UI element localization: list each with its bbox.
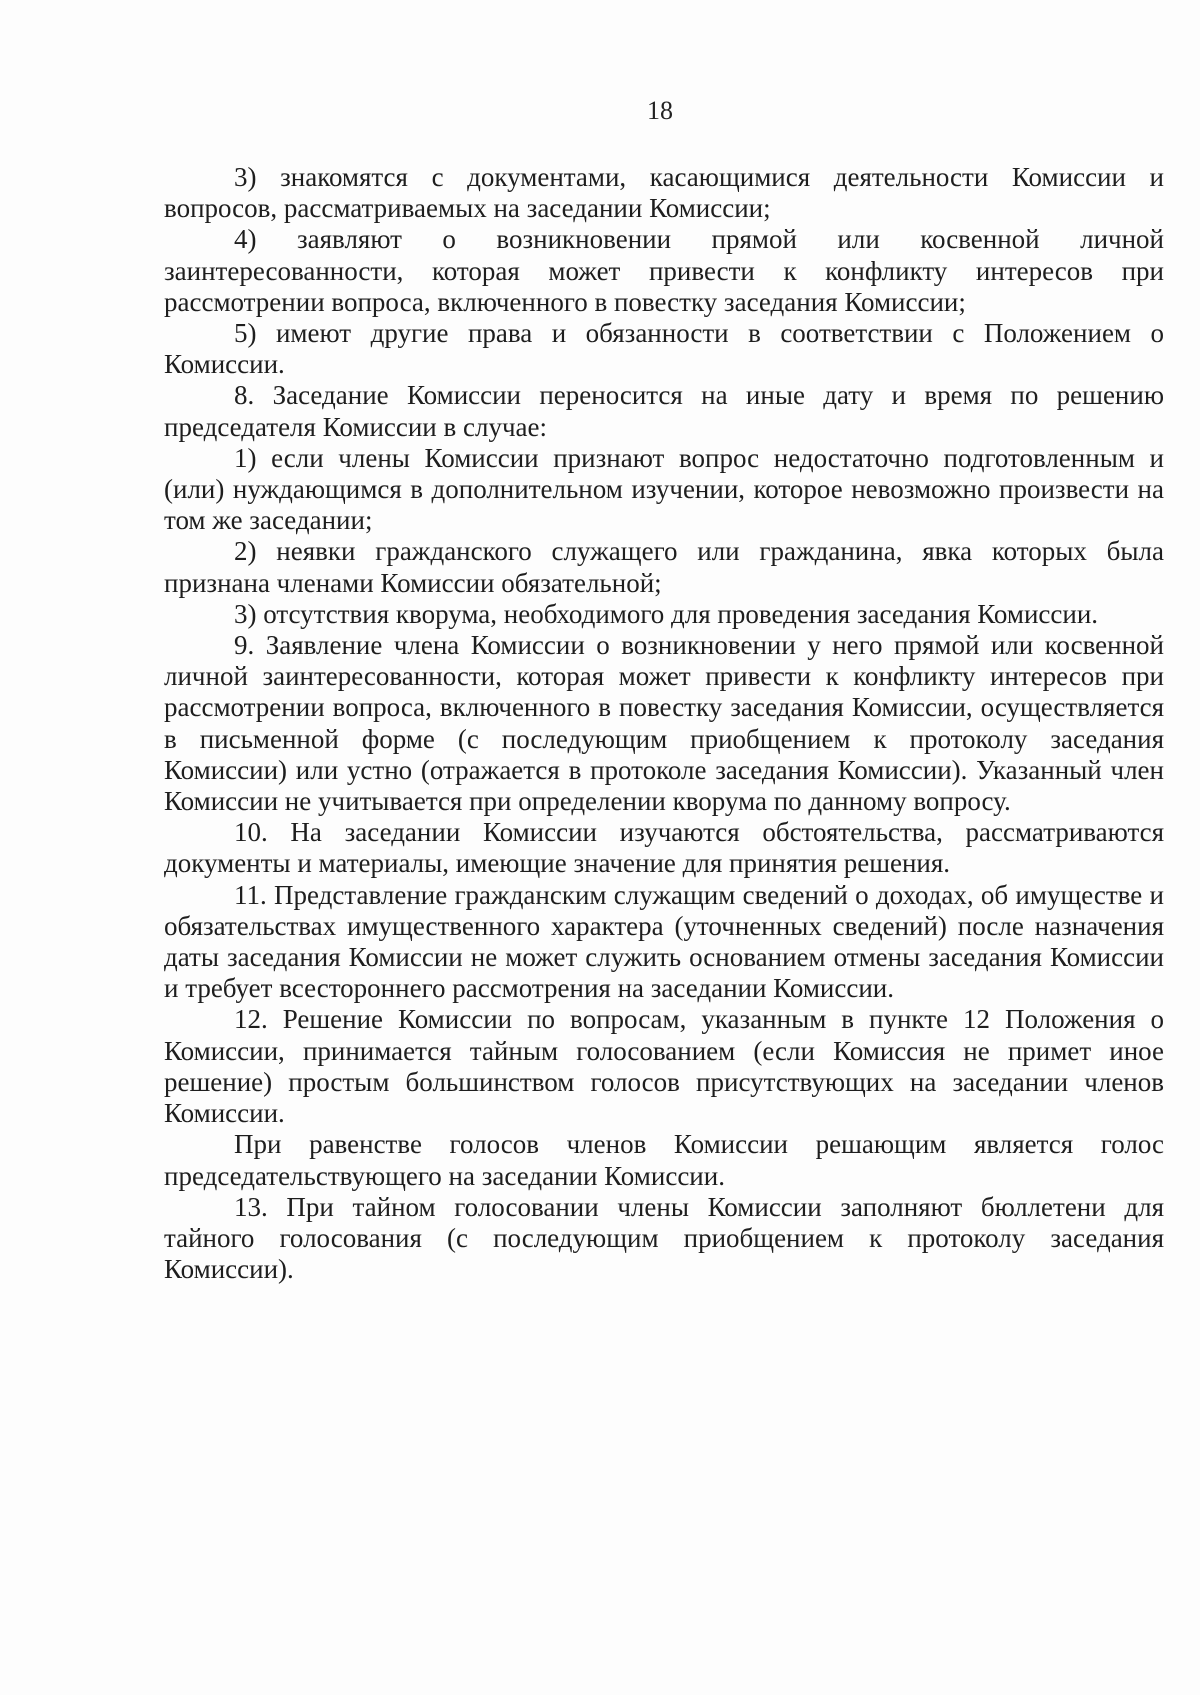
- page-number: 18: [647, 96, 673, 125]
- paragraph-clause-8-1: 1) если члены Комиссии признают вопрос недостаточно подготовленным и (или) нуждающимся в дополнительном изучении, которое невозможно произвести на том же заседании;: [164, 442, 1164, 536]
- paragraph-clause-8: 8. Заседание Комиссии переносится на иные дату и время по решению председателя Комиссии в случае:: [164, 380, 1164, 442]
- paragraph-rights-3: 3) знакомятся с документами, касающимися деятельности Комиссии и вопросов, рассматриваемых на заседании Комиссии;: [164, 162, 1164, 224]
- paragraph-clause-12: 12. Решение Комиссии по вопросам, указанным в пункте 12 Положения о Комиссии, принимается тайным голосованием (если Комиссия не примет иное решение) простым большинством голосов присутствующих на заседании членов Комиссии.: [164, 1004, 1164, 1129]
- paragraph-clause-9: 9. Заявление члена Комиссии о возникновении у него прямой или косвенной личной заинтересованности, которая может привести к конфликту интересов при рассмотрении вопроса, включенного в повестку заседания Комиссии, осуществляется в письменной форме (с последующим приобщением к протоколу заседания Комиссии) или устно (отражается в протоколе заседания Комиссии). Указанный член Комиссии не учитывается при определении кворума по данному вопросу.: [164, 630, 1164, 817]
- paragraph-rights-5: 5) имеют другие права и обязанности в соответствии с Положением о Комиссии.: [164, 318, 1164, 380]
- document-body: [164, 162, 1164, 1285]
- paragraph-clause-8-3: 3) отсутствия кворума, необходимого для проведения заседания Комиссии.: [234, 598, 1099, 629]
- paragraph-clause-10: 10. На заседании Комиссии изучаются обстоятельства, рассматриваются документы и материалы, имеющие значение для принятия решения.: [164, 817, 1164, 879]
- paragraph-clause-11: 11. Представление гражданским служащим сведений о доходах, об имуществе и обязательствах имущественного характера (уточненных сведений) после назначения даты заседания Комиссии не может служить основанием отмены заседания Комиссии и требует всестороннего рассмотрения на заседании Комиссии.: [164, 879, 1164, 1004]
- paragraph-clause-8-2: 2) неявки гражданского служащего или гражданина, явка которых была признана членами Комиссии обязательной;: [164, 536, 1164, 598]
- paragraph-clause-12-tie: При равенстве голосов членов Комиссии решающим является голос председательствующего на заседании Комиссии.: [164, 1129, 1164, 1191]
- paragraph-rights-4: 4) заявляют о возникновении прямой или косвенной личной заинтересованности, которая может привести к конфликту интересов при рассмотрении вопроса, включенного в повестку заседания Комиссии;: [164, 224, 1164, 317]
- paragraph-clause-13: 13. При тайном голосовании члены Комиссии заполняют бюллетени для тайного голосования (с последующим приобщением к протоколу заседания Комиссии).: [164, 1191, 1164, 1285]
